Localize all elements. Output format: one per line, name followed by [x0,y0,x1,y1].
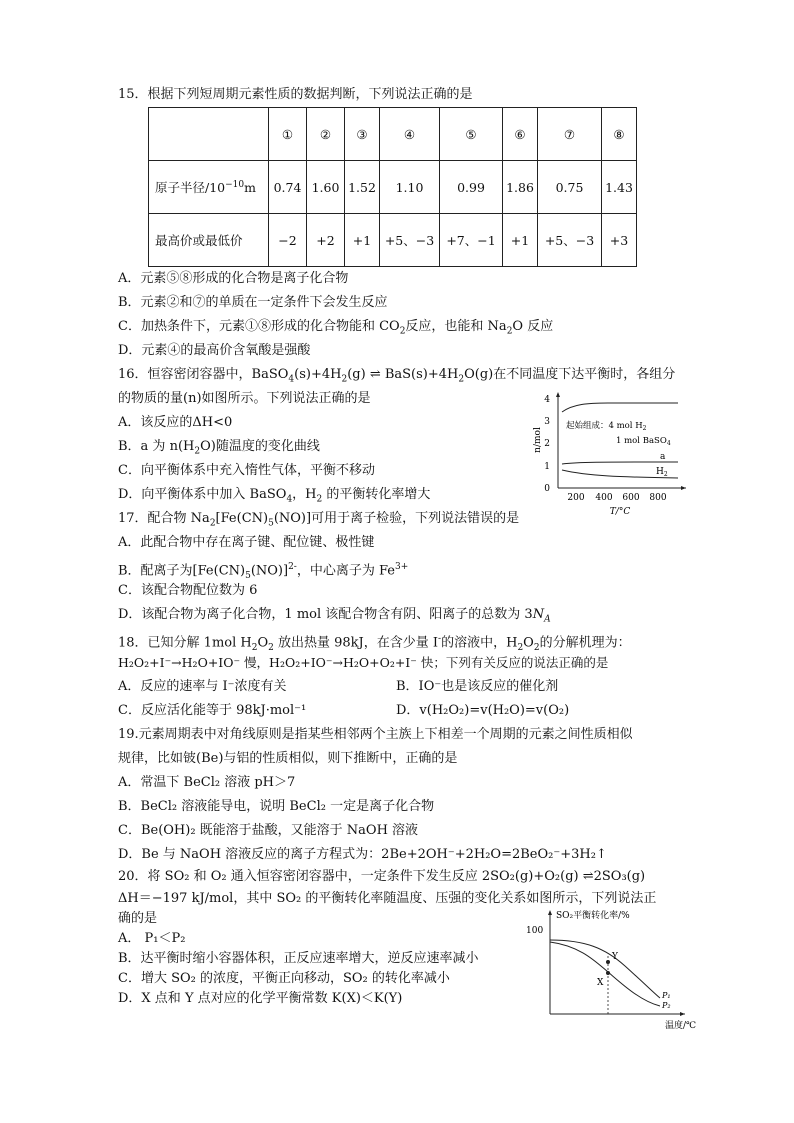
q17-option-d: D．该配合物为离子化合物，1 mol 该配合物含有阴、阳离子的总数为 $3N_A$ [118,607,551,625]
point-x-label: X [597,978,604,988]
q15-option-b: B．元素②和⑦的单质在一定条件下会发生反应 [118,295,388,310]
x-tick: 400 [595,493,613,503]
q16-figure [528,388,690,518]
table-cell: +5、−3 [538,214,602,267]
x-tick: 600 [622,493,640,503]
q15-option-a: A．元素⑤⑧形成的化合物是离子化合物 [118,271,349,286]
table-cell: 1.60 [307,161,345,214]
series-p1-label: P₁ [662,991,671,1000]
x-tick: 200 [567,493,585,503]
q17-option-c: C．该配合物配位数为 6 [118,583,258,598]
table-cell: +1 [345,214,380,267]
series-a-label: a [660,452,666,462]
table-cell: +3 [602,214,637,267]
x-tick: 800 [649,493,667,503]
table-cell: 1.86 [503,161,538,214]
table-cell: 0.75 [538,161,602,214]
q20-option-a: A． P₁＜P₂ [118,931,186,946]
table-cell: ⑦ [538,108,602,161]
q18-option-a: A．反应的速率与 I⁻浓度有关 [118,679,287,694]
series-h2-label: $H_2$ [656,467,668,478]
table-cell: 0.74 [269,161,307,214]
q18-option-d: D．v(H₂O₂)=v(H₂O)=v(O₂) [396,703,570,718]
table-cell: 1.10 [380,161,440,214]
q16-option-d: D．向平衡体系中加入 BaSO$_4$，$H_2$ 的平衡转化率增大 [118,487,431,505]
q19-option-a: A．常温下 BeCl₂ 溶液 pH＞7 [118,775,296,790]
q18-stem: 18．已知分解 1mol $H_2O_2$ 放出热量 98kJ，在含少量 I-的溶液中，$H_2O_2$的分解机理为： [118,634,631,653]
q17-option-b: B．配离子为$[Fe(CN)_5(NO)]^{2-}$，中心离子为 $Fe^{3+}$ [118,562,409,581]
q16-option-b: B．a 为 $n(H_2O)$随温度的变化曲线 [118,439,320,457]
table-cell: −2 [269,214,307,267]
y-tick: 100 [526,926,544,936]
q16-stem-1: 16．恒容密闭容器中，$BaSO_4(s)+4H_2(g)$ ⇌ $BaS(s)+4H_2O(g)$在不同温度下达平衡时，各组分 [118,367,676,385]
table-cell: 1.43 [602,161,637,214]
q18-option-b: B．IO⁻也是该反应的催化剂 [396,679,559,694]
table-cell: ⑥ [503,108,538,161]
y-tick: 4 [544,395,550,405]
q16-option-c: C．向平衡体系中充入惰性气体，平衡不移动 [118,463,375,478]
q20-figure [520,906,705,1032]
y-axis-label: n/mol [533,427,543,453]
row-label-valence: 最高价或最低价 [149,214,269,267]
q19-option-b: B．BeCl₂ 溶液能导电，说明 BeCl₂ 一定是离子化合物 [118,799,435,814]
table-cell: ② [307,108,345,161]
table-cell: 0.99 [440,161,503,214]
q15-stem: 15．根据下列短周期元素性质的数据判断，下列说法正确的是 [118,87,473,102]
q15-table [148,107,637,267]
y-tick: 0 [544,484,550,494]
q20-stem-1: 20．将 SO₂ 和 O₂ 通入恒容密闭容器中，一定条件下发生反应 2SO₂(g)+O₂(g) ⇌2SO₃(g) [118,869,646,884]
q15-option-d: D．元素④的最高价含氧酸是强酸 [118,343,311,358]
y-tick: 1 [544,462,550,472]
q18-option-c: C．反应活化能等于 98kJ·mol⁻¹ [118,703,307,718]
q20-option-c: C．增大 SO₂ 的浓度，平衡正向移动，SO₂ 的转化率减小 [118,971,450,986]
table-cell: +5、−3 [380,214,440,267]
x-axis-label: 温度/℃ [665,1021,697,1031]
series-p2-label: P₂ [662,1001,671,1010]
q17-option-a: A．此配合物中存在离子键、配位键、极性键 [118,535,375,550]
q20-stem-2: ΔH＝−197 kJ/mol，其中 SO₂ 的平衡转化率随温度、压强的变化关系如图所示，下列说法正 [118,891,657,906]
q20-option-b: B．达平衡时缩小容器体积，正反应速率增大，逆反应速率减小 [118,951,479,966]
table-cell: +2 [307,214,345,267]
q16-option-a: A．该反应的ΔH<0 [118,415,233,430]
table-cell: +1 [503,214,538,267]
q15-option-c: C．加热条件下，元素①⑧形成的化合物能和 $CO_2$反应，也能和 $Na_2O$ 反应 [118,319,554,337]
q19-option-c: C．Be(OH)₂ 既能溶于盐酸，又能溶于 NaOH 溶液 [118,823,419,838]
q18-mechanism: H₂O₂+I⁻→H₂O+IO⁻ 慢，H₂O₂+IO⁻→H₂O+O₂+I⁻ 快；下列有关反应的说法正确的是 [118,655,609,670]
chart-note-1: 起始组成：4 mol $H_2$ [566,421,647,432]
table-row [149,108,637,161]
q20-stem-3: 确的是 [118,911,158,926]
q20-option-d: D．X 点和 Y 点对应的化学平衡常数 K(X)＜K(Y) [118,991,403,1006]
point-y-label: Y [612,952,618,962]
table-cell: 1.52 [345,161,380,214]
chart-note-2: 1 mol BaSO$_4$ [616,436,671,447]
x-axis-label: T/°C [609,507,631,517]
table-cell: ⑧ [602,108,637,161]
q16-stem-2: 的物质的量(n)如图所示。下列说法正确的是 [118,391,371,406]
table-cell: +7、−1 [440,214,503,267]
row-label-radius: 原子半径$/10^{-10}m$ [149,161,269,214]
table-row [149,214,637,267]
q19-stem-1: 19.元素周期表中对角线原则是指某些相邻两个主族上下相差一个周期的元素之间性质相似 [118,727,633,742]
q17-stem: 17．配合物 $Na_2[Fe(CN)_5(NO)]$可用于离子检验，下列说法错误的是 [118,511,520,529]
table-row [149,161,637,214]
y-axis-label: SO₂平衡转化率/% [556,911,630,921]
table-cell: ③ [345,108,380,161]
table-cell: ④ [380,108,440,161]
y-tick: 3 [544,417,550,427]
q19-option-d: D．Be 与 NaOH 溶液反应的离子方程式为：2Be+2OH⁻+2H₂O=2BeO₂⁻+3H₂↑ [118,847,607,862]
table-cell: ① [269,108,307,161]
y-tick: 2 [544,439,550,449]
q19-stem-2: 规律，比如铍(Be)与铝的性质相似，则下推断中，正确的是 [118,751,458,766]
table-cell: ⑤ [440,108,503,161]
